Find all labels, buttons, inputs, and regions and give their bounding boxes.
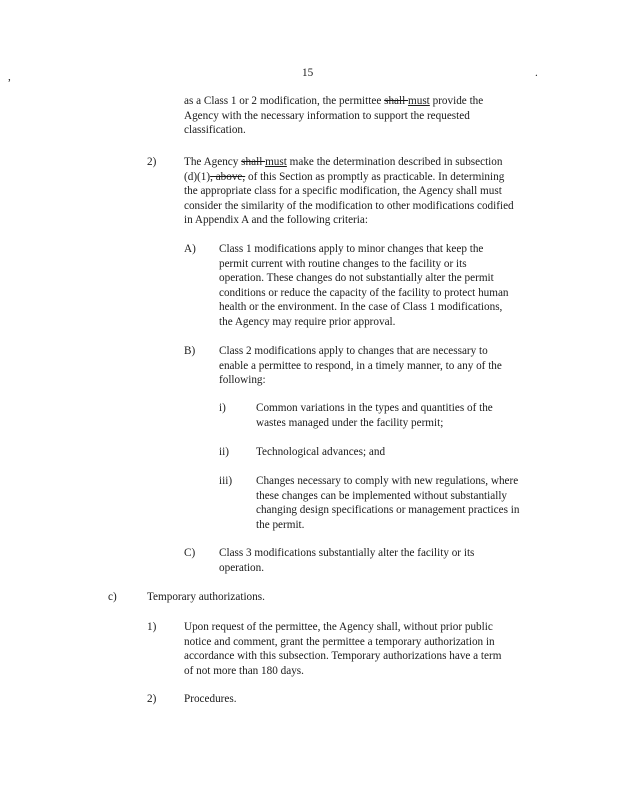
deleted-text: shall — [241, 156, 266, 168]
deleted-text: shall — [384, 95, 409, 107]
text-line: Common variations in the types and quantities of the — [256, 402, 493, 414]
sub-item-iii-paragraph — [256, 474, 519, 532]
text-line: the permit. — [256, 518, 305, 531]
text: provide the — [429, 95, 484, 107]
item-marker: C) — [184, 547, 196, 559]
text-line: of not more than 180 days. — [184, 664, 304, 677]
page-number: 15 — [302, 67, 314, 79]
text-line: these changes can be implemented without substantially — [256, 489, 508, 502]
text-line: Temporary authorizations. — [147, 591, 265, 603]
text-line: Technological advances; and — [256, 446, 386, 458]
text-line: Class 2 modifications apply to changes that are necessary to — [219, 345, 488, 357]
criteria-b-paragraph — [219, 344, 502, 388]
text-line: enable a permittee to respond, in a timely manner, to any of the — [219, 359, 502, 372]
text: The Agency — [184, 156, 242, 168]
inserted-text: must — [408, 95, 430, 107]
section-c-2-paragraph — [184, 692, 237, 707]
text-line: classification. — [184, 124, 246, 137]
text-line: operation. These changes do not substantially alter the permit — [219, 272, 494, 285]
item-marker: c) — [108, 591, 117, 603]
text-line: Agency with the necessary information to support the requested — [184, 109, 470, 122]
sub-item-i-paragraph — [256, 401, 493, 430]
item-marker: iii) — [219, 475, 233, 487]
text-line: following: — [219, 374, 266, 387]
text-line: permit current with routine changes to the facility or its — [219, 257, 467, 270]
text-line: the appropriate class for a specific modification, the Agency shall must — [184, 185, 502, 198]
subsection-2-paragraph — [184, 155, 514, 228]
left-corner-mark: , — [8, 71, 11, 83]
text: of this Section as promptly as practicable. In determining — [245, 170, 505, 183]
item-marker: A) — [184, 243, 196, 255]
text-line: Changes necessary to comply with new regulations, where — [256, 475, 519, 487]
text-line: Class 3 modifications substantially alter the facility or its — [219, 547, 475, 559]
text-line: health or the environment. In the case of Class 1 modifications, — [219, 301, 503, 314]
item-marker: i) — [219, 402, 226, 414]
text-line: operation. — [219, 561, 265, 574]
item-marker: B) — [184, 345, 196, 357]
right-corner-mark: . — [535, 67, 538, 79]
criteria-a-paragraph — [219, 242, 509, 330]
text-line: conditions or reduce the capacity of the facility to protect human — [219, 286, 509, 299]
text: (d)(1) — [184, 170, 211, 183]
item-marker: 2) — [147, 156, 157, 168]
continuation-paragraph — [184, 94, 483, 138]
text: make the determination described in subsection — [286, 156, 503, 168]
text-line: wastes managed under the facility permit; — [256, 416, 444, 429]
section-c-1-paragraph — [184, 620, 501, 678]
section-c-heading — [147, 590, 265, 605]
item-marker: ii) — [219, 446, 229, 458]
criteria-c-paragraph — [219, 546, 474, 575]
text-line: the Agency may require prior approval. — [219, 315, 396, 328]
inserted-text: must — [265, 156, 287, 168]
text: as a Class 1 or 2 modification, the permittee — [184, 95, 385, 107]
text-line: changing design specifications or management practices in — [256, 504, 520, 517]
text-line: consider the similarity of the modification to other modifications codified — [184, 199, 514, 212]
text-line: Class 1 modifications apply to minor changes that keep the — [219, 243, 484, 255]
text-line: notice and comment, grant the permittee a temporary authorization in — [184, 635, 495, 648]
sub-item-ii-paragraph — [256, 445, 385, 460]
deleted-text: , above, — [210, 170, 246, 183]
text-line: accordance with this subsection. Temporary authorizations have a term — [184, 650, 502, 663]
item-marker: 1) — [147, 621, 157, 633]
text-line: Procedures. — [184, 693, 237, 705]
text-line: Upon request of the permittee, the Agency shall, without prior public — [184, 621, 493, 633]
item-marker: 2) — [147, 693, 157, 705]
text-line: in Appendix A and the following criteria: — [184, 214, 368, 227]
